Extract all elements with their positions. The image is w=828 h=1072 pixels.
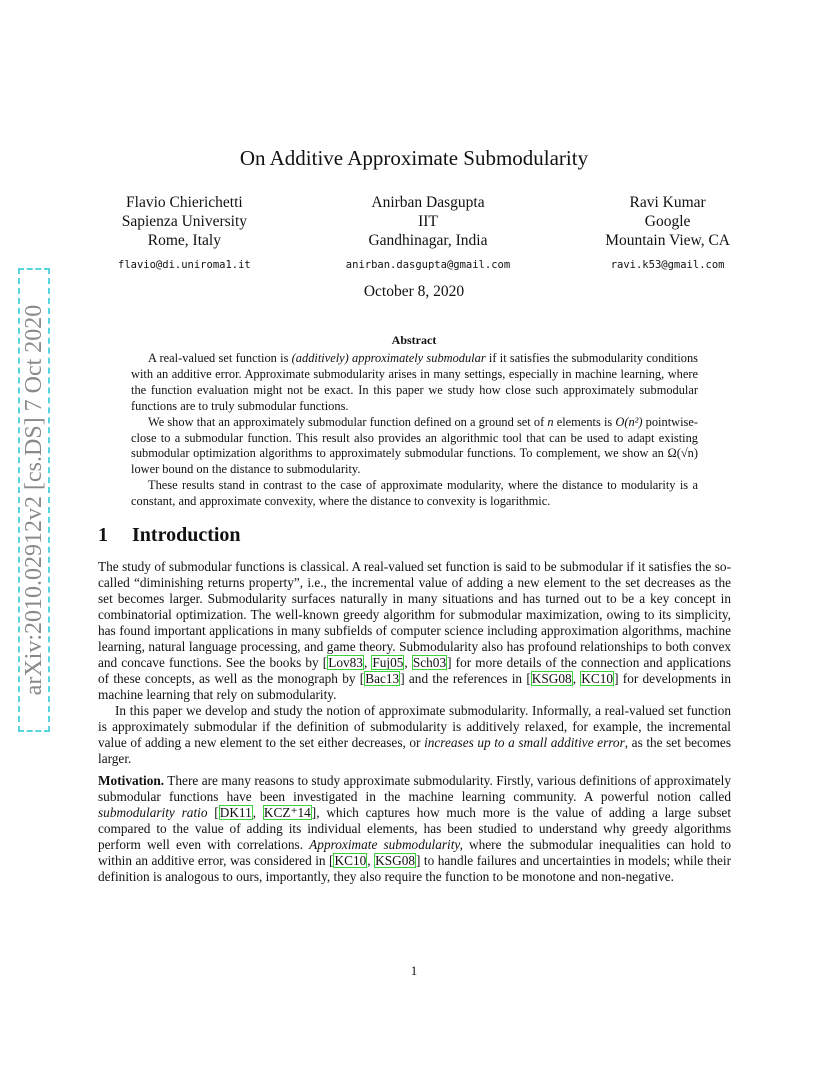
math-bound: O(n²) [615,414,643,429]
text-run: elements is [553,414,616,429]
text-run: lower bound on the distance to submodularity. [131,462,361,477]
arxiv-stamp[interactable]: arXiv:2010.02912v2 [cs.DS] 7 Oct 2020 [18,268,50,732]
author-email[interactable]: ravi.k53@gmail.com [610,259,725,271]
abstract-paragraph-3: These results stand in contrast to the case of approximate modularity, where the distance to modularity is a constant, and approximate convexity, where the distance to convexity is logarithmic. [131,478,698,509]
author-2 [346,193,510,275]
text-run: We show that an approximately submodular function defined on a ground set of [148,414,548,429]
motivation-label: Motivation. [98,773,165,788]
abstract-body [131,351,698,510]
abstract-heading: Abstract [391,333,437,347]
author-location: Mountain View, CA [605,232,730,249]
author-block [118,193,730,275]
author-name: Ravi Kumar [629,194,706,211]
introduction-body [98,559,731,885]
text-run: A real-valued set function is [148,351,292,365]
citation-link[interactable]: KCZ⁺14 [263,805,311,820]
motivation-paragraph: Motivation. There are many reasons to study approximate submodularity. Firstly, various definitions of approximately submodular functions have been investigated in the machine learning community. A powerful notion called submodularity ratio [DK11, KCZ⁺14], which captures how much more is the value of adding a large subset compared to the value of adding its individual elements, has been studied to understand why greedy algorithms perform well even with correlations. Approximate submodularity, where the submodular inequalities can hold to within an additive error, was considered in [KC10, KSG08] to handle failures and uncertainties in models; while their definition is analogous to ours, importantly, they also require the function to be monotone and non-negative. [98,773,732,884]
citation-link[interactable]: Sch03 [412,655,447,670]
separator: , [252,805,263,820]
author-name: Anirban Dasgupta [371,194,485,211]
section-number: 1 [98,524,108,546]
author-email[interactable]: flavio@di.uniroma1.it [118,259,251,271]
author-affiliation: Google [644,213,691,230]
author-3 [605,193,730,275]
math-lower-bound: Ω(√n) [667,446,698,461]
abstract-paragraph-2 [131,415,698,479]
citation-link[interactable]: KC10 [581,671,614,686]
text-run: There are many reasons to study approximate submodularity. Firstly, various definitions of approximately submodular functions have been investigated in the machine learning community. A powerful notion called [98,773,731,804]
author-1 [118,193,251,275]
text-run: pointwise-close to a submodular function. This result also provides an algorithmic tool that can be used to adapt existing submodular optimization algorithms to approximately submodular functions. To complement, we show an [131,414,698,461]
author-location: Rome, Italy [147,232,221,249]
text-run: if it satisfies the submodularity conditions with an additive error. Approximate submodularity arises in many settings, especially in machine learning, where the function evaluation might not be exact. In this paper we study how close such approximately submodular functions are to truly submodular functions. [131,351,699,413]
text-run: In this paper we develop and study the notion of approximate submodularity. Informally, a real-valued set function is approximately submodular if the definition of submodularity is additively relaxed, for example, the incremental value of adding a new element to the set either decreases, or [98,703,731,750]
text-run: The study of submodular functions is classical. A real-valued set function is said to be submodular if it satisfies the so-called “diminishing returns property”, i.e., the incremental value of adding a new element to the set decreases as the set becomes larger. Submodularity surfaces naturally in many situations and has turned out to be a key concept in combinatorial optimization. The well-known greedy algorithm for submodular maximization, owing to its simplicity, has found important applications in many subfields of computer science including approximation algorithms, machine learning, natural language processing, and game theory. Submodularity also has profound relationships to both convex and concave functions. See the books by [98,559,731,670]
author-affiliation: IIT [418,213,438,230]
text-run: , as the set becomes larger. [98,735,732,766]
section-title: Introduction [132,524,241,546]
emphasis-text: Approximate submodularity, [309,837,463,852]
emphasis-text: submodularity ratio [98,805,208,820]
text-run: for more details of the connection and applications of these concepts, as well as the monograph by [98,655,731,686]
abstract-paragraph-1 [131,351,698,415]
paper-title: On Additive Approximate Submodularity [239,146,589,170]
text-run [207,805,214,820]
section-heading [98,524,241,547]
citation-link[interactable]: Fuj05 [372,655,404,670]
citation-link[interactable]: KSG08 [531,671,572,686]
separator: , [363,655,372,670]
citation-link[interactable]: Bac13 [365,671,400,686]
author-affiliation: Sapienza University [121,213,248,230]
author-location: Gandhinagar, India [368,232,488,249]
citation-link[interactable]: DK11 [219,805,252,820]
text-run: to handle failures and uncertainties in models; while their definition is analogous to ours, importantly, they also require the function to be monotone and non-negative. [98,853,731,884]
page-number: 1 [410,963,418,978]
author-email[interactable]: anirban.dasgupta@gmail.com [345,259,511,271]
paper-date: October 8, 2020 [363,283,465,300]
emphasis-text: (additively) approximately submodular [291,351,486,365]
math-variable: n [547,414,554,429]
citation-link[interactable]: KC10 [334,853,367,868]
intro-paragraph-1: The study of submodular functions is classical. A real-valued set function is said to be submodular if it satisfies the so-called “diminishing returns property”, i.e., the incremental value of adding a new element to the set decreases as the set becomes larger. Submodularity surfaces naturally in many situations and has turned out to be a key concept in combinatorial optimization. The well-known greedy algorithm for submodular maximization, owing to its simplicity, has found important applications in many subfields of computer science including approximation algorithms, machine learning, natural language processing, and game theory. Submodularity also has profound relationships to both convex and concave functions. See the books by [Lov83, Fuj05, Sch03] for more details of the connection and applications of these concepts, as well as the monograph by [Bac13] and the references in [KSG08, KC10] for developments in machine learning that rely on submodularity. [98,559,731,702]
text-run: , which captures how much more is the value of adding a large subset compared to the value of adding its individual elements, has been studied to understand why greedy algorithms perform well even with correlations. [98,805,732,852]
citation-link[interactable]: Lov83 [328,655,363,670]
emphasis-text: increases up to a small additive error [424,735,625,750]
separator: , [367,853,375,868]
separator: , [404,655,412,670]
text-run: for developments in machine learning that rely on submodularity. [98,671,731,702]
intro-paragraph-2 [98,703,731,767]
author-name: Flavio Chierichetti [126,194,243,211]
separator: , [572,671,581,686]
text-run: and the references in [404,671,527,686]
text-run: where the submodular inequalities can hold to within an additive error, was considered in [98,837,732,868]
citation-link[interactable]: KSG08 [375,853,415,868]
